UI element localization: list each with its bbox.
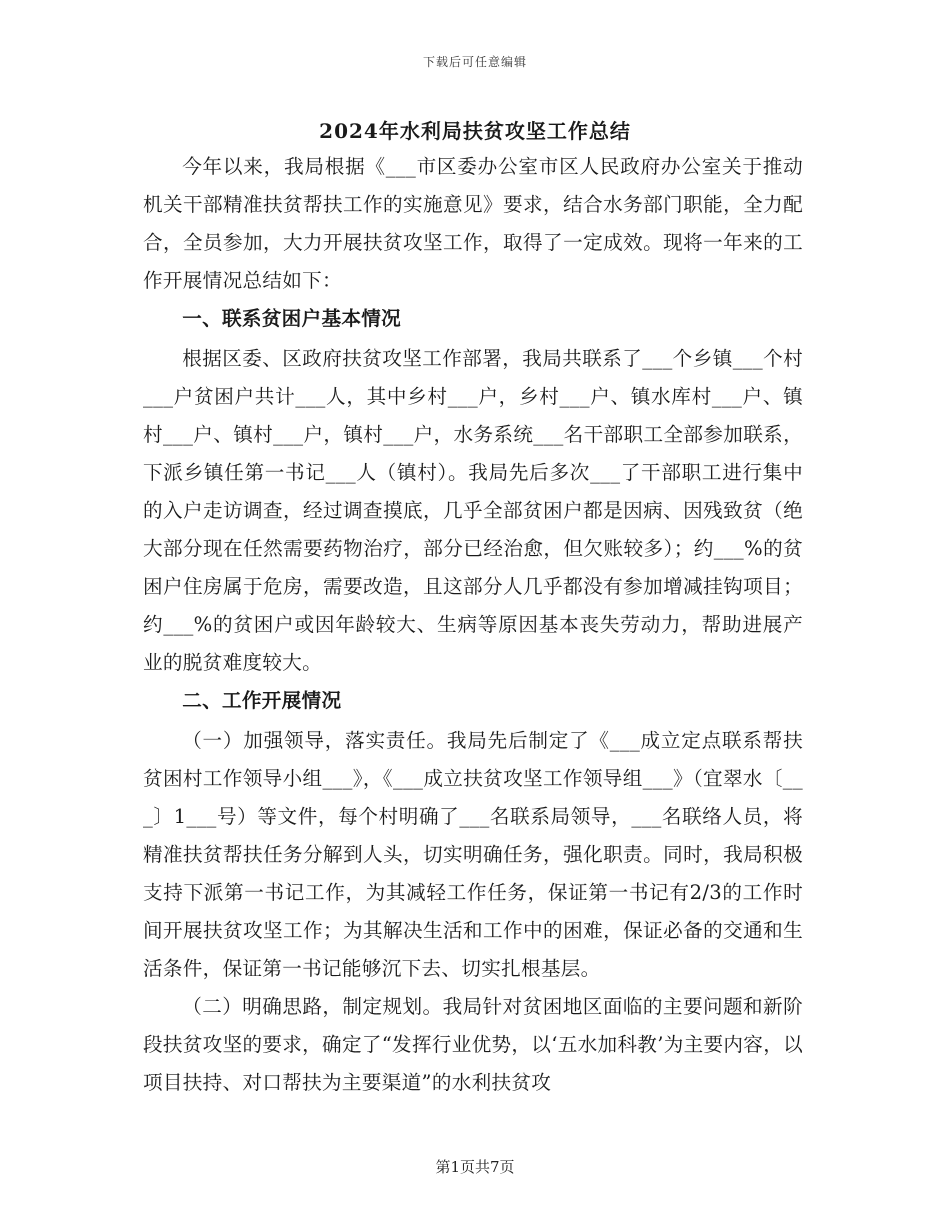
intro-paragraph: 今年以来，我局根据《___市区委办公室市区人民政府办公室关于推动机关干部精准扶贫帮扶工作的实施意见》要求，结合水务部门职能，全力配合，全员参加，大力开展扶贫攻坚工作，取得了一定成效。现将一年来的工作开展情况总结如下： [143, 155, 803, 292]
header-note: 下载后可任意编辑 [422, 55, 527, 69]
page-footer: 第1页共7页 [435, 1158, 515, 1176]
section1-paragraph: 根据区委、区政府扶贫攻坚工作部署，我局共联系了___个乡镇___个村___户贫困户共计___人，其中乡村___户，乡村___户、镇水库村___户、镇村___户、镇村___户，镇村___户，水务系统___名干部职工全部参加联系，下派乡镇任第一书记___人（镇村）。我局先后多次___了干部职工进行集中的入户走访调查，经过调查摸底，几乎全部贫困户都是因病、因残致贫（绝大部分现在任然需要药物治疗，部分已经治愈，但欠账较多）；约___%的贫困户住房属于危房，需要改造，且这部分人几乎都没有参加增减挂钩项目；约___%的贫困户或因年龄较大、生病等原因基本丧失劳动力，帮助进展产业的脱贫难度较大。 [143, 347, 803, 674]
section2-paragraph-1: （一）加强领导，落实责任。我局先后制定了《___成立定点联系帮扶贫困村工作领导小组___》，《___成立扶贫攻坚工作领导组___》（宜翠水〔___〕1___号）等文件，每个村明确了___名联系局领导，___名联络人员，将精准扶贫帮扶任务分解到人头，切实明确任务，强化职责。同时，我局积极支持下派第一书记工作，为其减轻工作任务，保证第一书记有2/3的工作时间开展扶贫攻坚工作；为其解决生活和工作中的困难，保证必备的交通和生活条件，保证第一书记能够沉下去、切实扎根基层。 [143, 729, 803, 980]
section2-heading: 二、工作开展情况 [182, 689, 342, 712]
section1-heading: 一、联系贫困户基本情况 [182, 307, 402, 330]
document-title: 2024年水利局扶贫攻坚工作总结 [319, 119, 631, 143]
document-body [143, 148, 803, 1102]
section2-paragraph-2: （二）明确思路，制定规划。我局针对贫困地区面临的主要问题和新阶段扶贫攻坚的要求，确定了“发挥行业优势，以‘五水加科教’为主要内容，以项目扶持、对口帮扶为主要渠道”的水利扶贫攻 [143, 995, 803, 1094]
